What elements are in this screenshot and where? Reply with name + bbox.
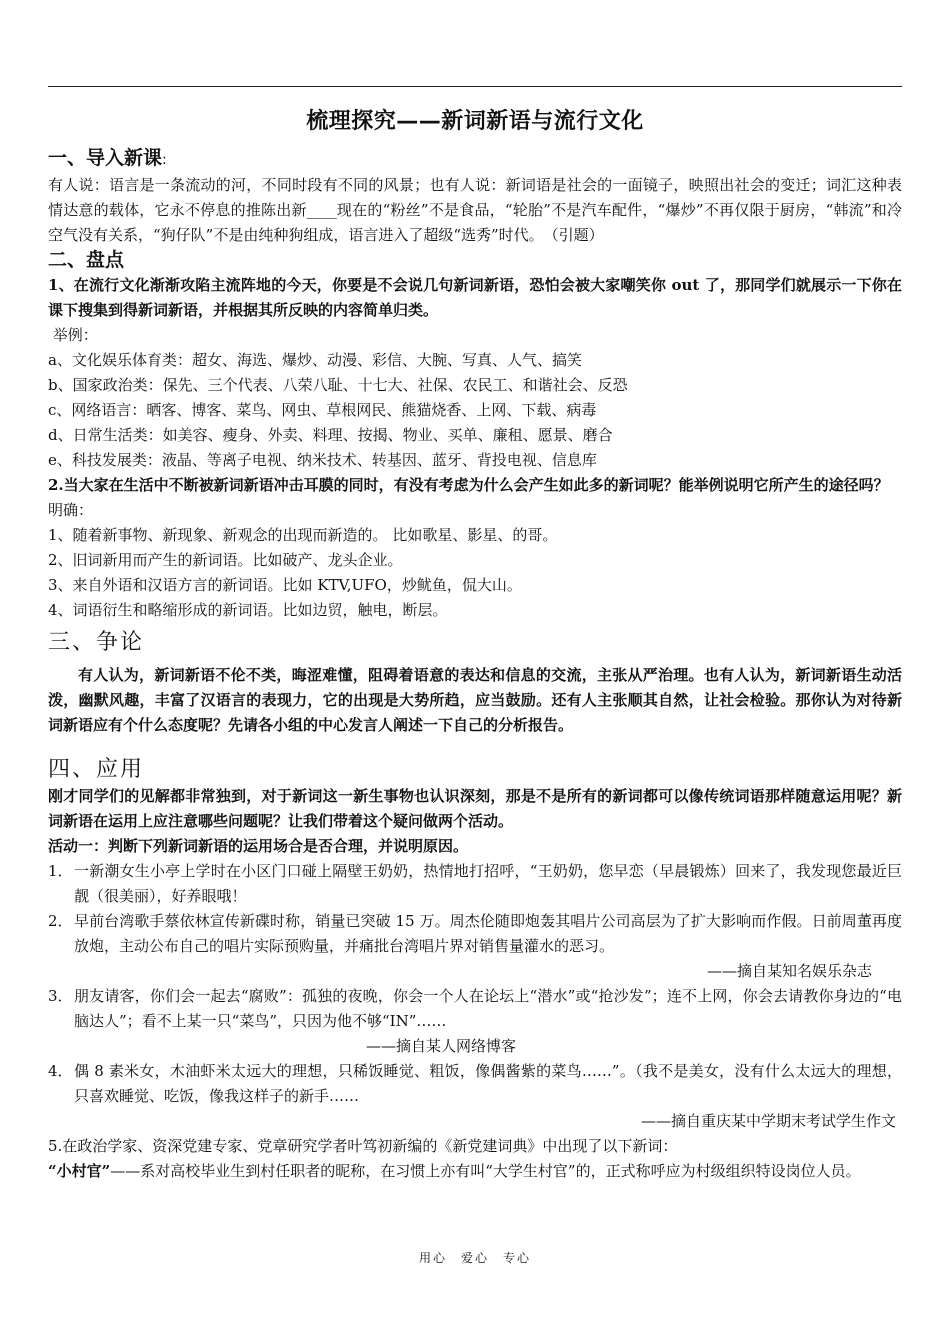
list-item-text: 朋友请客，你们会一起去“腐败”：孤独的夜晚，你会一个人在论坛上“潜水”或“抢沙发”；连不上网，你会去请教你身边的“电脑达人”；看不上某一只“菜鸟”，只因为他不够“IN”…… [74,987,902,1030]
example-label: 举例： [48,326,98,344]
list-item-number: 3． [48,987,73,1005]
page-title: 梳理探究——新词新语与流行文化 [306,109,644,134]
section-heading-application: 四、应用 [48,757,145,782]
list-item [48,1059,902,1109]
spacer [48,738,902,756]
list-item [48,909,902,959]
list-item [48,984,902,1034]
answer-label: 明确： [48,501,94,519]
list-item-text: 早前台湾歌手蔡依林宣传新碟时称，销量已突破 15 万。周杰伦随即炮轰其唱片公司高层为了扩大影响而作假。日前周董再度放炮，主动公布自己的唱片实际预购量，并痛批台湾唱片界对销售量灌水的恶习。 [74,912,902,955]
answer-item-3: 3、来自外语和汉语方言的新词语。比如 KTV,UFO，炒鱿鱼，侃大山。 [48,576,522,594]
question-5: 5.在政治学家、资深党建专家、党章研究学者叶笃初新编的《新党建词典》中出现了以下新词： [48,1137,678,1155]
list-item-number: 1． [48,862,73,880]
source-attribution: ——摘自某人网络博客 [366,1037,517,1055]
activity-1-title: 活动一：判断下列新词新语的运用场合是否合理，并说明原因。 [48,837,469,855]
example-item-d: d、日常生活类：如美容、瘦身、外卖、料理、按揭、物业、买单、廉租、愿景、磨合 [48,426,613,444]
debate-paragraph: 有人认为，新词新语不伦不类，晦涩难懂，阻碍着语意的表达和信息的交流，主张从严治理。也有人认为，新词新语生动活泼，幽默风趣，丰富了汉语言的表现力，它的出现是大势所趋，应当鼓励。还有人主张顺其自然，让社会检验。那你认为对待新词新语应有个什么态度呢？先请各小组的中心发言人阐述一下自己的分析报告。 [48,666,902,734]
question-1: 1、在流行文化渐渐攻陷主流阵地的今天，你要是不会说几句新词新语，恐怕会被大家嘲笑你 out 了，那同学们就展示一下你在课下搜集到得新词新语，并根据其所反映的内容简单归类。 [48,276,902,319]
source-attribution: ——摘自某知名娱乐杂志 [706,962,872,980]
section-heading-colon: : [162,152,167,168]
term-definition-text: ——系对高校毕业生到村任职者的昵称，在习惯上亦有叫“大学生村官”的，正式称呼应为村级组织特设岗位人员。 [110,1162,861,1180]
list-item-number: 4． [48,1062,73,1080]
answer-item-1: 1、随着新事物、新现象、新观念的出现而新造的。 比如歌星、影星、的哥。 [48,526,558,544]
document-body [48,146,902,1184]
term-definition [48,1159,902,1184]
answer-item-4: 4、词语衍生和略缩形成的新词语。比如边贸，触电，断层。 [48,601,448,619]
example-item-e: e、科技发展类：液晶、等离子电视、纳米技术、转基因、蓝牙、背投电视、信息库 [48,451,597,469]
list-item [48,859,902,909]
question-2: 2.当大家在生活中不断被新词新语冲击耳膜的同时，有没有考虑为什么会产生如此多的新词呢？能举例说明它所产生的途径吗？ [48,476,889,494]
answer-item-2: 2、旧词新用而产生的新词语。比如破产、龙头企业。 [48,551,403,569]
application-intro: 刚才同学们的见解都非常独到，对于新词这一新生事物也认识深刻，那是不是所有的新词都可以像传统词语那样随意运用呢？新词新语在运用上应注意哪些问题呢？让我们带着这个疑问做两个活动。 [48,787,902,830]
list-item-text: 一新潮女生小亭上学时在小区门口碰上隔壁王奶奶，热情地打招呼，“王奶奶，您早恋（早晨锻炼）回来了，我发现您最近巨靓（很美丽），好养眼哦！ [74,862,902,905]
section-heading-text: 一、导入新课 [48,147,163,169]
page-footer: 用心 爱心 专心 [418,1251,531,1265]
section-heading-inventory: 二、盘点 [48,249,125,271]
list-item-number: 2． [48,912,73,930]
example-item-a: a、文化娱乐体育类：超女、海选、爆炒、动漫、彩信、大腕、写真、人气、搞笑 [48,351,582,369]
example-item-c: c、网络语言：晒客、博客、菜鸟、网虫、草根网民、熊猫烧香、上网、下载、病毒 [48,401,597,419]
source-attribution: ——摘自重庆某中学期末考试学生作文 [640,1112,896,1130]
list-item-text: 偶 8 素米女，木油虾米太远大的理想，只稀饭睡觉、粗饭，像偶酱紫的菜鸟……”。（我不是美女，没有什么太远大的理想，只喜欢睡觉、吃饭，像我这样子的新手…… [74,1062,902,1105]
header-rule [48,86,902,87]
section-heading-intro [48,146,902,173]
section-heading-debate: 三、争论 [48,630,145,655]
example-item-b: b、国家政治类：保先、三个代表、八荣八耻、十七大、社保、农民工、和谐社会、反恐 [48,376,628,394]
intro-paragraph: 有人说：语言是一条流动的河，不同时段有不同的风景；也有人说：新词语是社会的一面镜子，映照出社会的变迁；词汇这种表情达意的载体，它永不停息的推陈出新____现在的“粉丝”不是食品，“轮胎”不是汽车配件，“爆炒”不再仅限于厨房，“韩流”和冷空气没有关系，“狗仔队”不是由纯种狗组成，语言进入了超级“选秀”时代。 （引题） [48,176,902,244]
term-name: “小村官” [48,1162,111,1180]
